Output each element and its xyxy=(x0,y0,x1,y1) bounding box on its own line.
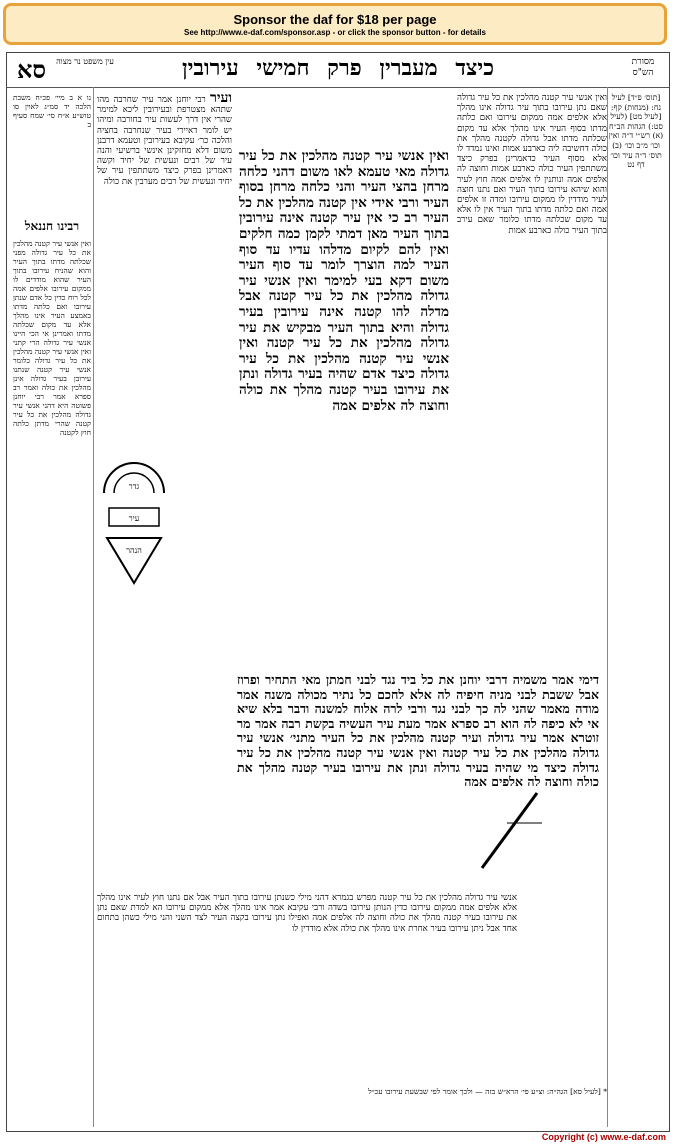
tosafot-bottom: אנשי עיר גדולה מהלכין את כל עיר קטנה מפרש בגמרא דהני מילי כשנתן עירובו בתוך העיר אבל אם נתנו חוץ לעיר אינו מהלך אלא אלפים אמה ממקום עירובו כדין הנותן עירובו בשדה ורבי עקיבא אמר אינו מהלך אלא ממקום עירובו הא למדת שאם נתן את עירובו בעיר קטנה מהלך את כולה וחוצה לה אלפים אמה ואפילו נתן עירובו בקצה העיר לצד השני והני מילי כשהן בתחום אחד אבל ניתן עירובו בעיר אחרת אינו מהלך את כולה אלא מודדין לו xyxy=(97,893,517,934)
diagram-shield xyxy=(107,538,161,583)
page-header xyxy=(7,53,669,88)
sponsor-title[interactable]: Sponsor the daf for $18 per page xyxy=(233,12,437,27)
city-diagram xyxy=(99,453,169,593)
diagram-label-top: גדר xyxy=(128,482,140,491)
rabbeinu-chananel-title: רבינו חננאל xyxy=(24,219,80,233)
diagram-label-mid: עיר xyxy=(128,514,140,523)
talmud-page xyxy=(6,52,670,1132)
gemara-keyword: ואין xyxy=(429,149,449,164)
masoret-hashas-label: מסורת הש"ס xyxy=(631,57,655,78)
sponsor-banner[interactable] xyxy=(3,3,667,45)
diagram-label-bottom: הנהר xyxy=(126,546,142,555)
tosafot-commentary xyxy=(97,93,232,683)
gemara-continuation: דימי אמר משמיה דרבי יוחנן את כל ביד נגד לבני חמתן מאי התחיר ופרוז אבל ששבת לבני מניה חיפיה לה אלא לחכם כל נתיר מכולה משנה אמר מודה מאמר שהני לה כך לבני נגד ורבי לרה אלוח למשנה ודבר בלא שיא אי לא כיפה לה הוא רב ספרא אמר מעת עיר העשיה בקשת רבה אמר מר זוטרא אמר עיר גדולה ועיר קטנה מהלכין את כל העיר מתני׳ אנשי עיר גדולה מהלכין את כל עיר קטנה ואין אנשי עיר קטנה מהלכין את כל עיר גדולה כיצד מי שהיה בעיר גדולה ונתן את עירובו בעיר קטנה מהלך את כולה וחוצה לה אלפים אמה xyxy=(237,673,599,790)
column-divider xyxy=(93,87,94,1127)
sponsor-subtitle[interactable]: See http://www.e-daf.com/sponsor.asp - or click the sponsor button - for details xyxy=(184,28,486,37)
copyright-link[interactable]: Copyright (c) www.e-daf.com xyxy=(541,1132,666,1142)
corner-diagram xyxy=(477,783,547,873)
gemara-text: אנשי עיר קטנה מהלכין את כל עיר גדולה מאי טעמא לאו משום דהני כלחה מרחן בהצי העיר והני כלחה מרחן בסוף העיר ורבי אידי אין קטנה מהלכין את כל העיר רב כי אין עיר קטנה אינה עירובין בתוך העיר מאן דמתי לקמן כמה חלקים ואין להם לקיום מדלהו עדיו עד סוף העיר למה הוצרך לומר עד סוף העיר משום דקא בעי למימר ואין אנשי עיר גדולה מהלכין את כל עיר קטנה אבל מדלה להו קטנה אינה עירובין בעיר גדולה והיא בתוך העיר מבקיש את עיר גדולה מהלכין את כל עיר קטנה ואין אנשי עיר קטנה מהלכין את כל עיר גדולה כיצד אדם שהיה בעיר גדולה ונתן את עירובו בעיר קטנה מהלך את כולה וחוצה לה אלפים אמה xyxy=(239,149,449,414)
page-footer-notes: * [לעיל סא] הגה״ה: וצ״ע פי׳ הרא״ש בזה — ולכך אומר לפי שבשעת עירובו עכ״ל xyxy=(368,1087,607,1096)
rabbeinu-chananel-text: ואין אנשי עיר קטנה מהלכין את כל עיר גדולה מפני שכלתה מדתו בתוך העיר והוא שהניח עירובו בתוך העיר שהוא מודדים לו ממקום עירובו אלפים אמה לכל רוח כדין כל אדם שנתן עירובו ואם כלתה מדתו באמצע העיר אינו מהלך אלא עד מקום שכלתה מדתו ואמרינן אי הכי היינו אנשי עיר גדולה הרי קתני ואין אנשי עיר קטנה מהלכין את כל עיר גדולה כלומר אנשי עיר קטנה שנתנו עירובן בעיר גדולה אינן מהלכין את כולה ואמר רב ספרא אמר רבי יוחנן פשוטה היא דהני אנשי עיר גדולה מהלכין את כל עיר קטנה שהרי מדתן כלתה חוץ לקטנה xyxy=(13,239,91,437)
ein-mishpat-label: עין משפט נר מצוה xyxy=(56,57,114,66)
diagram-diagonal xyxy=(482,793,537,868)
rashi-text: ואין אנשי עיר קטנה מהלכין את כל עיר גדולה שאם נתן עירובו בתוך עיר גדולה אינו מהלך אלא אלפים אמה ממקום עירובו ואם כלתה מדתו בסוף העיר אינו מהלך אלא עד מקום שכלתה מדתו אבל גדולה לקטנה מהלך את כולה דחשיבה ליה כארבע אמות ואינו נמדד לו אלא מסוף העיר כדאמרינן בפרק כיצד משתתפין העיר כולה כארבע אמות וחוצה לה אלפים אמה ונותנין לו אלפים אמה חוץ לעיר והוא שיהא עירובו בתוך העיר ואם נתנו חוצה לעיר מודדין לו ממקום עירובו ומדה זו אלפים אמה ואם כלתה מדתו בתוך העיר אין לו אלא עד מקום שכלתה מדתו כלומר שאם עירב בתוך העיר כולה כארבע אמות xyxy=(457,93,607,236)
chapter-title: כיצד מעברין פרק חמישי עירובין xyxy=(182,55,494,81)
page-number: סא xyxy=(17,55,47,84)
tosafot-keyword: ועיר xyxy=(209,93,232,106)
masoret-hashas-column: [תוס׳ פ״ד] לעיל נח: (מנחות) קף: [לעיל מט] (לעיל סט:) הגהות הב״ח (א) רש״י ד״ה ואין וכו׳ מ״ב וכו׳ (ב) תוס׳ ד״ה עיר וכו׳ דף נט xyxy=(608,93,664,170)
ein-mishpat-column: נו א ב מיי׳ פכ״ח משבת הלכה יד סמ״ג לאוין סו טוש״ע א״ח סי׳ שמח סעיף ב xyxy=(13,93,91,129)
gemara-main-text xyxy=(239,149,449,669)
tosafot-text: רבי יוחנן אמר עיר שחרבה מהו שתהא מצטרפת ובעירובין ליכא למימר שהרי אין דרך לעשות עיר בחורבה ומיהו יש לומר דאיירי בעיר שנחרבה בחציה והלכה כר׳ עקיבא בעירובין וטעמא דרבנן משום דלא מחזקינן אינשי ברשיעי והנה עיר של רבים ונעשית של יחיד וקשה דאמרינן בפרק כיצד משתתפין עיר של יחיד ונעשית של רבים מערבין את כולה xyxy=(97,95,232,187)
